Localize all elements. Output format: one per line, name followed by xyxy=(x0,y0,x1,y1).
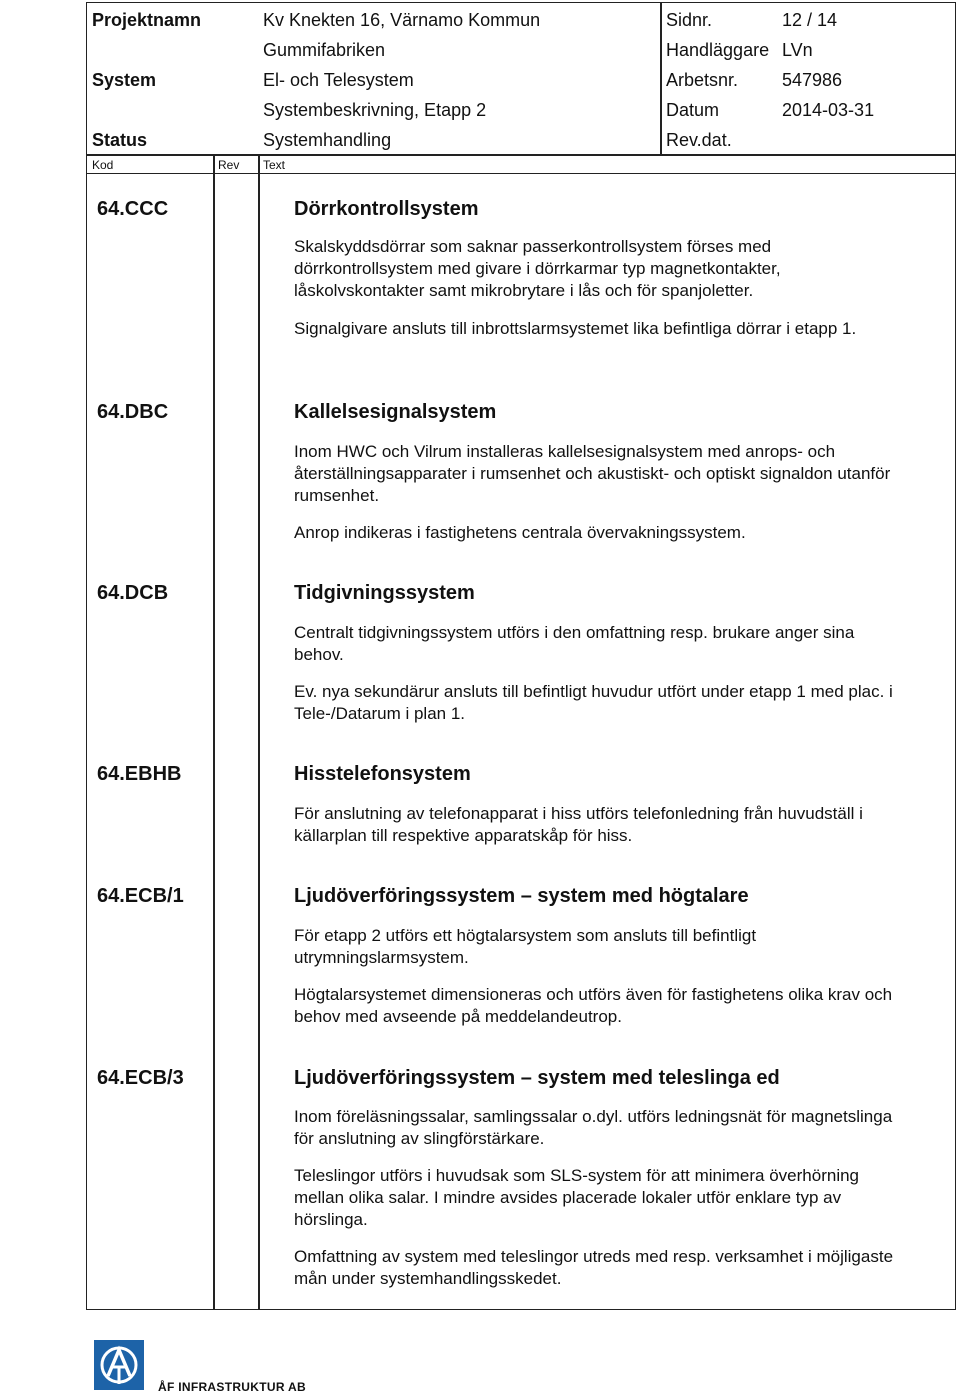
arbetsnr-value: 547986 xyxy=(782,70,843,90)
column-header-rev: Rev xyxy=(218,158,240,172)
section-code: 64.ECB/3 xyxy=(97,1067,184,1089)
system-label: System xyxy=(92,70,157,90)
section-paragraph: För etapp 2 utförs ett högtalarsystem som ansluts till befintligt utrymningslarmsystem. xyxy=(294,926,757,967)
section-title: Ljudöverföringssystem – system med teleslinga ed xyxy=(294,1067,780,1089)
header-divider xyxy=(86,154,956,156)
sidnr-label: Sidnr. xyxy=(666,10,713,30)
status-value: Systemhandling xyxy=(263,130,392,150)
section-title: Kallelsesignalsystem xyxy=(294,401,497,423)
datum-value: 2014-03-31 xyxy=(782,100,875,120)
section-paragraph: Anrop indikeras i fastighetens centrala övervakningssystem. xyxy=(294,523,746,542)
section-paragraph: Centralt tidgivningssystem utförs i den omfattning resp. brukare anger sina behov. xyxy=(294,623,855,664)
column-header-kod: Kod xyxy=(92,158,114,172)
projektnamn-value-2: Gummifabriken xyxy=(263,40,386,60)
section-paragraph: Omfattning av system med teleslingor utreds med resp. verksamhet i möjligaste mån under systemhandlingsskedet. xyxy=(294,1247,894,1288)
company-name: ÅF INFRASTRUKTUR AB xyxy=(158,1380,306,1394)
section-title: Tidgivningssystem xyxy=(294,582,475,604)
revdat-label: Rev.dat. xyxy=(666,130,732,150)
system-value: El- och Telesystem xyxy=(263,70,414,90)
af-logo-icon xyxy=(94,1340,144,1390)
section-title: Ljudöverföringssystem – system med högtalare xyxy=(294,885,749,907)
status-label: Status xyxy=(92,130,148,150)
section-paragraph: Inom HWC och Vilrum installeras kallelsesignalsystem med anrops- och återställningsapparater i rumsenhet och akustiskt- och optiskt signaldon utanför rumsenhet. xyxy=(294,442,891,505)
system-value-2: Systembeskrivning, Etapp 2 xyxy=(263,100,487,120)
section-paragraph: Inom föreläsningssalar, samlingssalar o.dyl. utförs ledningsnät för magnetslinga för anslutning av slingförstärkare. xyxy=(294,1107,893,1148)
sidnr-value: 12 / 14 xyxy=(782,10,838,30)
section-code: 64.DCB xyxy=(97,582,169,604)
header-divider xyxy=(660,2,662,154)
section-paragraph: Skalskyddsdörrar som saknar passerkontrollsystem förses med dörrkontrollsystem med givare i dörrkarmar typ magnetkontakter, låskolvskontakter samt mikrobrytare i lås och för spanjoletter. xyxy=(294,237,781,300)
handlaggare-label: Handläggare xyxy=(666,40,770,60)
datum-label: Datum xyxy=(666,100,720,120)
section-code: 64.DBC xyxy=(97,401,169,423)
projektnamn-label: Projektnamn xyxy=(92,10,202,30)
arbetsnr-label: Arbetsnr. xyxy=(666,70,739,90)
section-code: 64.CCC xyxy=(97,198,169,220)
section-code: 64.ECB/1 xyxy=(97,885,184,907)
af-logo-icon-graphic xyxy=(94,1340,144,1390)
section-paragraph: Ev. nya sekundärur ansluts till befintligt huvudur utfört under etapp 1 med plac. i Tele-/Datarum i plan 1. xyxy=(294,682,893,723)
handlaggare-value: LVn xyxy=(782,40,813,60)
section-paragraph: Signalgivare ansluts till inbrottslarmsystemet lika befintliga dörrar i etapp 1. xyxy=(294,319,857,338)
section-paragraph: För anslutning av telefonapparat i hiss utförs telefonledning från huvudställ i källarplan till respektive apparatskåp för hiss. xyxy=(294,804,863,845)
section-title: Hisstelefonsystem xyxy=(294,763,471,785)
column-header-text: Text xyxy=(263,158,286,172)
section-paragraph: Teleslingor utförs i huvudsak som SLS-system för att minimera överhörning mellan olika salar. I mindre avsides placerade lokaler utför enklare typ av hörslinga. xyxy=(294,1166,860,1229)
section-code: 64.EBHB xyxy=(97,763,182,785)
projektnamn-value: Kv Knekten 16, Värnamo Kommun xyxy=(263,10,541,30)
section-title: Dörrkontrollsystem xyxy=(294,198,479,220)
section-paragraph: Högtalarsystemet dimensioneras och utförs även för fastighetens olika krav och behov med avseende på meddelandeutrop. xyxy=(294,985,893,1026)
